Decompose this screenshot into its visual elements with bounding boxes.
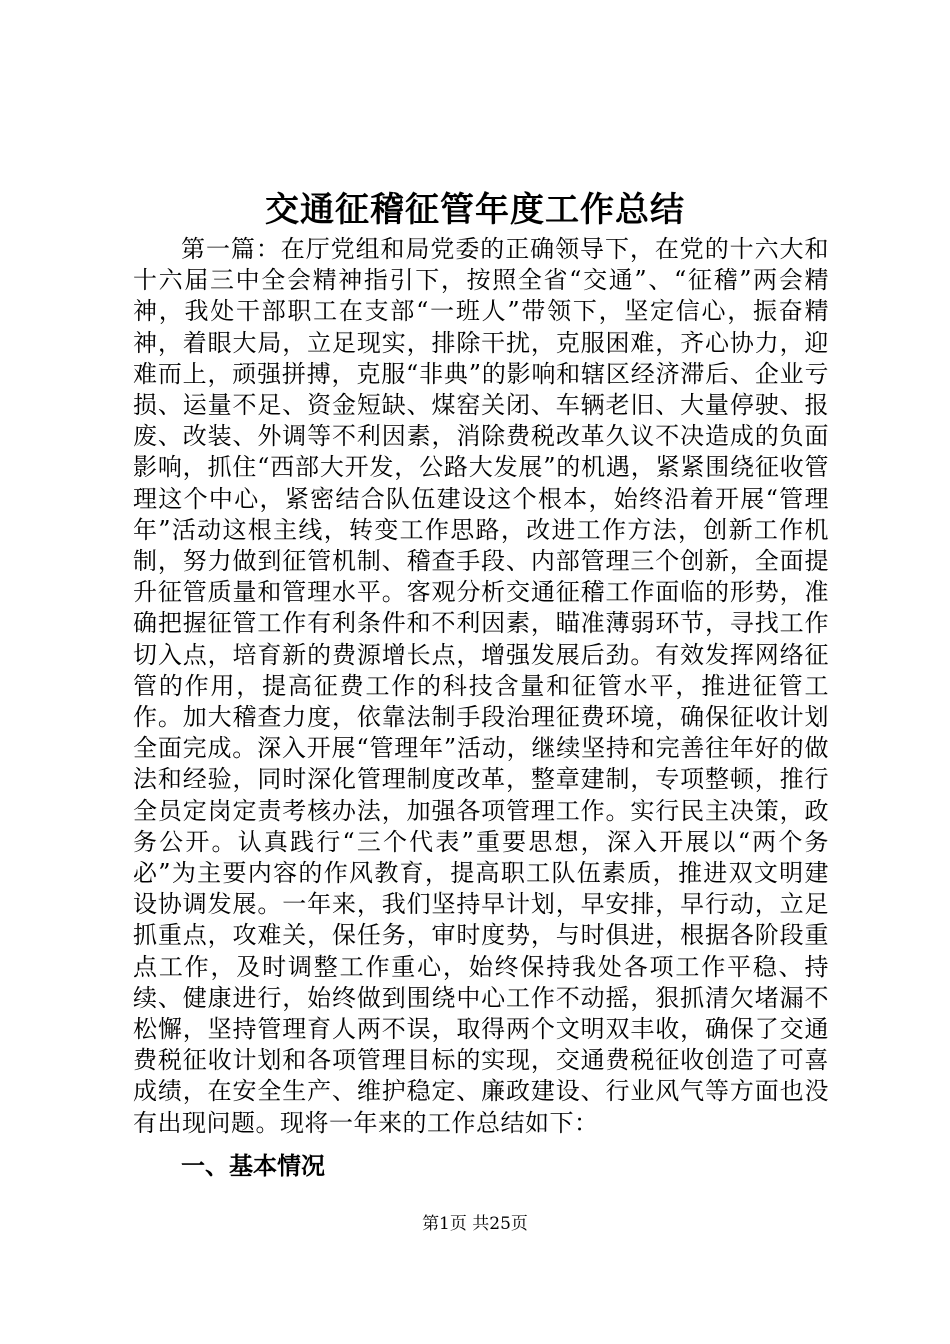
page-indicator: 第1页 共25页 [422, 1214, 528, 1234]
page-footer [0, 1212, 950, 1236]
body-paragraph: 第一篇：在厅党组和局党委的正确领导下，在党的十六大和十六届三中全会精神指引下，按照全省“交通”、“征稽”两会精神，我处干部职工在支部“一班人”带领下，坚定信心，振奋精神，着眼大局，立足现实，排除干扰，克服困难，齐心协力，迎难而上，顽强拼搏，克服“非典”的影响和辖区经济滞后、企业亏损、运量不足、资金短缺、煤窑关闭、车辆老旧、大量停驶、报废、改装、外调等不利因素，消除费税改革久议不决造成的负面影响，抓住“西部大开发，公路大发展”的机遇，紧紧围绕征收管理这个中心，紧密结合队伍建设这个根本，始终沿着开展“管理年”活动这根主线，转变工作思路，改进工作方法，创新工作机制，努力做到征管机制、稽查手段、内部管理三个创新，全面提升征管质量和管理水平。客观分析交通征稽工作面临的形势，准确把握征管工作有利条件和不利因素，瞄准薄弱环节，寻找工作切入点，培育新的费源增长点，增强发展后劲。有效发挥网络征管的作用，提高征费工作的科技含量和征管水平，推进征管工作。加大稽查力度，依靠法制手段治理征费环境，确保征收计划全面完成。深入开展“管理年”活动，继续坚持和完善往年好的做法和经验，同时深化管理制度改革，整章建制，专项整顿，推行全员定岗定责考核办法，加强各项管理工作。实行民主决策，政务公开。认真践行“三个代表”重要思想，深入开展以“两个务必”为主要内容的作风教育，提高职工队伍素质，推进双文明建设协调发展。一年来，我们坚持早计划，早安排，早行动，立足抓重点，攻难关，保任务，审时度势，与时俱进，根据各阶段重点工作，及时调整工作重心，始终保持我处各项工作平稳、持续、健康进行，始终做到围绕中心工作不动摇，狠抓清欠堵漏不松懈，坚持管理育人两不误，取得两个文明双丰收，确保了交通费税征收计划和各项管理目标的实现，交通费税征收创造了可喜成绩，在安全生产、维护稳定、廉政建设、行业风气等方面也没有出现问题。现将一年来的工作总结如下： [133, 235, 829, 1137]
document-title: 交通征稽征管年度工作总结 [265, 190, 685, 230]
section-heading: 一、基本情况 [181, 1152, 325, 1180]
